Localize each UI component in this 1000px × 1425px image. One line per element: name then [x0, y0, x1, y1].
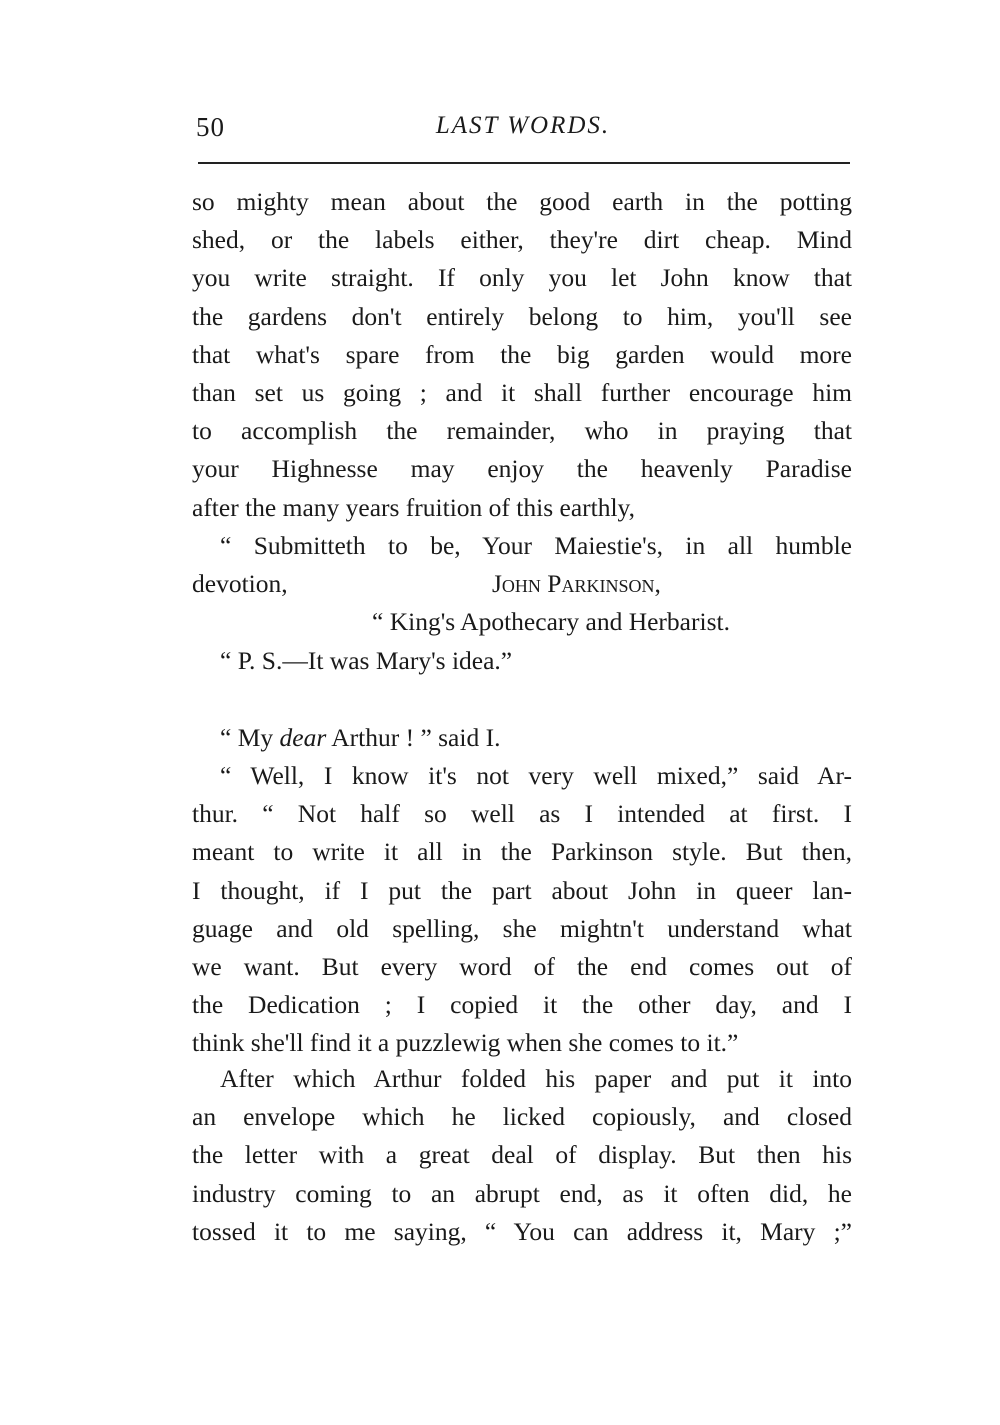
text-line: we want. But every word of the end comes out of	[192, 951, 852, 981]
page-header	[196, 112, 850, 148]
signature-row	[192, 565, 852, 603]
text-line: you write straight. If only you let John know that	[192, 263, 852, 293]
signature-title: “ King's Apothecary and Herbarist.	[372, 607, 730, 637]
text-line: the Dedication ; I copied it the other day, and I	[192, 990, 852, 1020]
text-line: think she'll find it a puzzlewig when she comes to it.”	[192, 1028, 739, 1058]
dialogue-exclamation	[192, 719, 852, 757]
text-line: so mighty mean about the good earth in the potting	[192, 187, 852, 216]
dialogue-open: “ My	[220, 723, 280, 752]
text-line: After which Arthur folded his paper and put it into	[220, 1064, 852, 1093]
emphasized-word: dear	[279, 723, 327, 752]
signature-name: John Parkinson,	[492, 569, 661, 599]
paragraph-continuation	[192, 183, 852, 527]
text-line: “ Well, I know it's not very well mixed,” said Ar-	[220, 761, 852, 790]
running-title: LAST WORDS.	[435, 112, 611, 139]
text-line: tossed it to me saying, “ You can address it, Mary ;”	[192, 1216, 852, 1246]
text-line: an envelope which he licked copiously, and closed	[192, 1102, 852, 1132]
paragraph-arthur-reply	[192, 757, 852, 1063]
text-line: the letter with a great deal of display. But then his	[192, 1140, 852, 1170]
text-line: that what's spare from the big garden would more	[192, 339, 852, 369]
devotion-text: devotion,	[192, 569, 288, 599]
postscript: “ P. S.—It was Mary's idea.”	[220, 645, 513, 675]
text-line: to accomplish the remainder, who in praying that	[192, 416, 852, 446]
text-line: your Highnesse may enjoy the heavenly Paradise	[192, 454, 852, 484]
text-line: industry coming to an abrupt end, as it often did, he	[192, 1178, 852, 1208]
text-line: I thought, if I put the part about John in queer lan-	[192, 875, 852, 905]
text-line: the gardens don't entirely belong to him, you'll see	[192, 301, 852, 331]
paragraph-envelope	[192, 1060, 852, 1251]
header-rule	[198, 162, 850, 164]
text-line: after the many years fruition of this earthly,	[192, 492, 636, 522]
letter-closing	[192, 527, 852, 680]
submitteth-line: “ Submitteth to be, Your Maiestie's, in all humble	[220, 531, 852, 560]
text-line: meant to write it all in the Parkinson style. But then,	[192, 837, 852, 867]
page-number: 50	[196, 112, 225, 142]
text-line: than set us going ; and it shall further encourage him	[192, 377, 852, 407]
text-line: guage and old spelling, she mightn't understand what	[192, 913, 852, 943]
text-line	[192, 719, 852, 757]
text-line: shed, or the labels either, they're dirt cheap. Mind	[192, 225, 852, 255]
dialogue-close: Arthur ! ” said I.	[326, 723, 501, 752]
text-line: thur. “ Not half so well as I intended at first. I	[192, 799, 852, 829]
